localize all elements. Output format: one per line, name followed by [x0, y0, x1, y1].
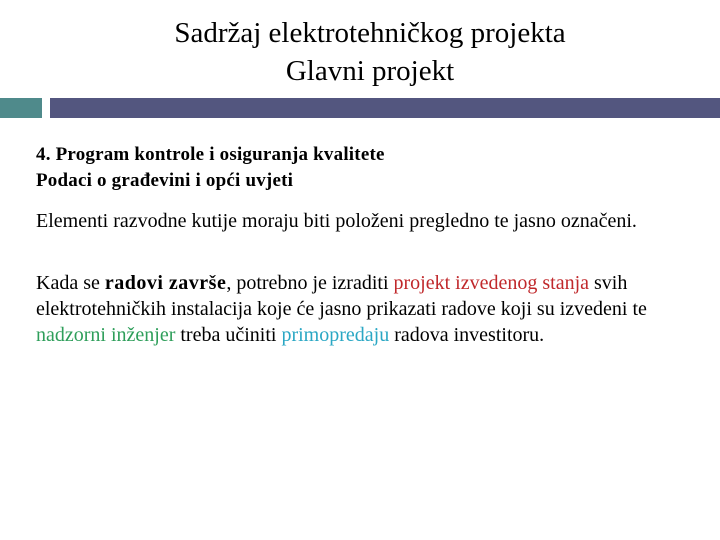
title-line-1: Sadržaj elektrotehničkog projekta	[174, 17, 566, 49]
highlight-projekt-izvedenog-stanja: projekt izvedenog stanja	[393, 272, 590, 294]
title-rule-gap	[42, 98, 50, 118]
title-rule-accent	[0, 98, 42, 118]
slide-title	[0, 14, 720, 90]
emphasis-radovi-zavrse: radovi završe	[104, 272, 227, 294]
paragraph-1: Elementi razvodne kutije moraju biti položeni pregledno te jasno označeni.	[36, 210, 637, 232]
subheading	[36, 142, 676, 194]
title-rule-bar	[50, 98, 720, 118]
paragraph-2-text: svih elektrotehničkih instalacija koje će jasno prikazati radove koji su izvedeni te	[36, 272, 647, 320]
subheading-line-2: Podaci o građevini i opći uvjeti	[36, 170, 294, 191]
paragraph-2	[36, 270, 676, 348]
slide-body	[36, 142, 676, 348]
highlight-primopredaju: primopredaju	[281, 324, 390, 346]
paragraph-2-text: treba učiniti	[175, 324, 282, 346]
title-line-2: Glavni projekt	[285, 55, 455, 87]
subheading-line-1: 4. Program kontrole i osiguranja kvalitete	[36, 144, 385, 165]
paragraph-2-text: , potrebno je izraditi	[226, 272, 394, 294]
paragraph-2-text: Kada se	[36, 272, 105, 294]
paragraph-2-text: radova investitoru.	[389, 324, 545, 346]
highlight-nadzorni-inzenjer: nadzorni inženjer	[36, 324, 176, 346]
